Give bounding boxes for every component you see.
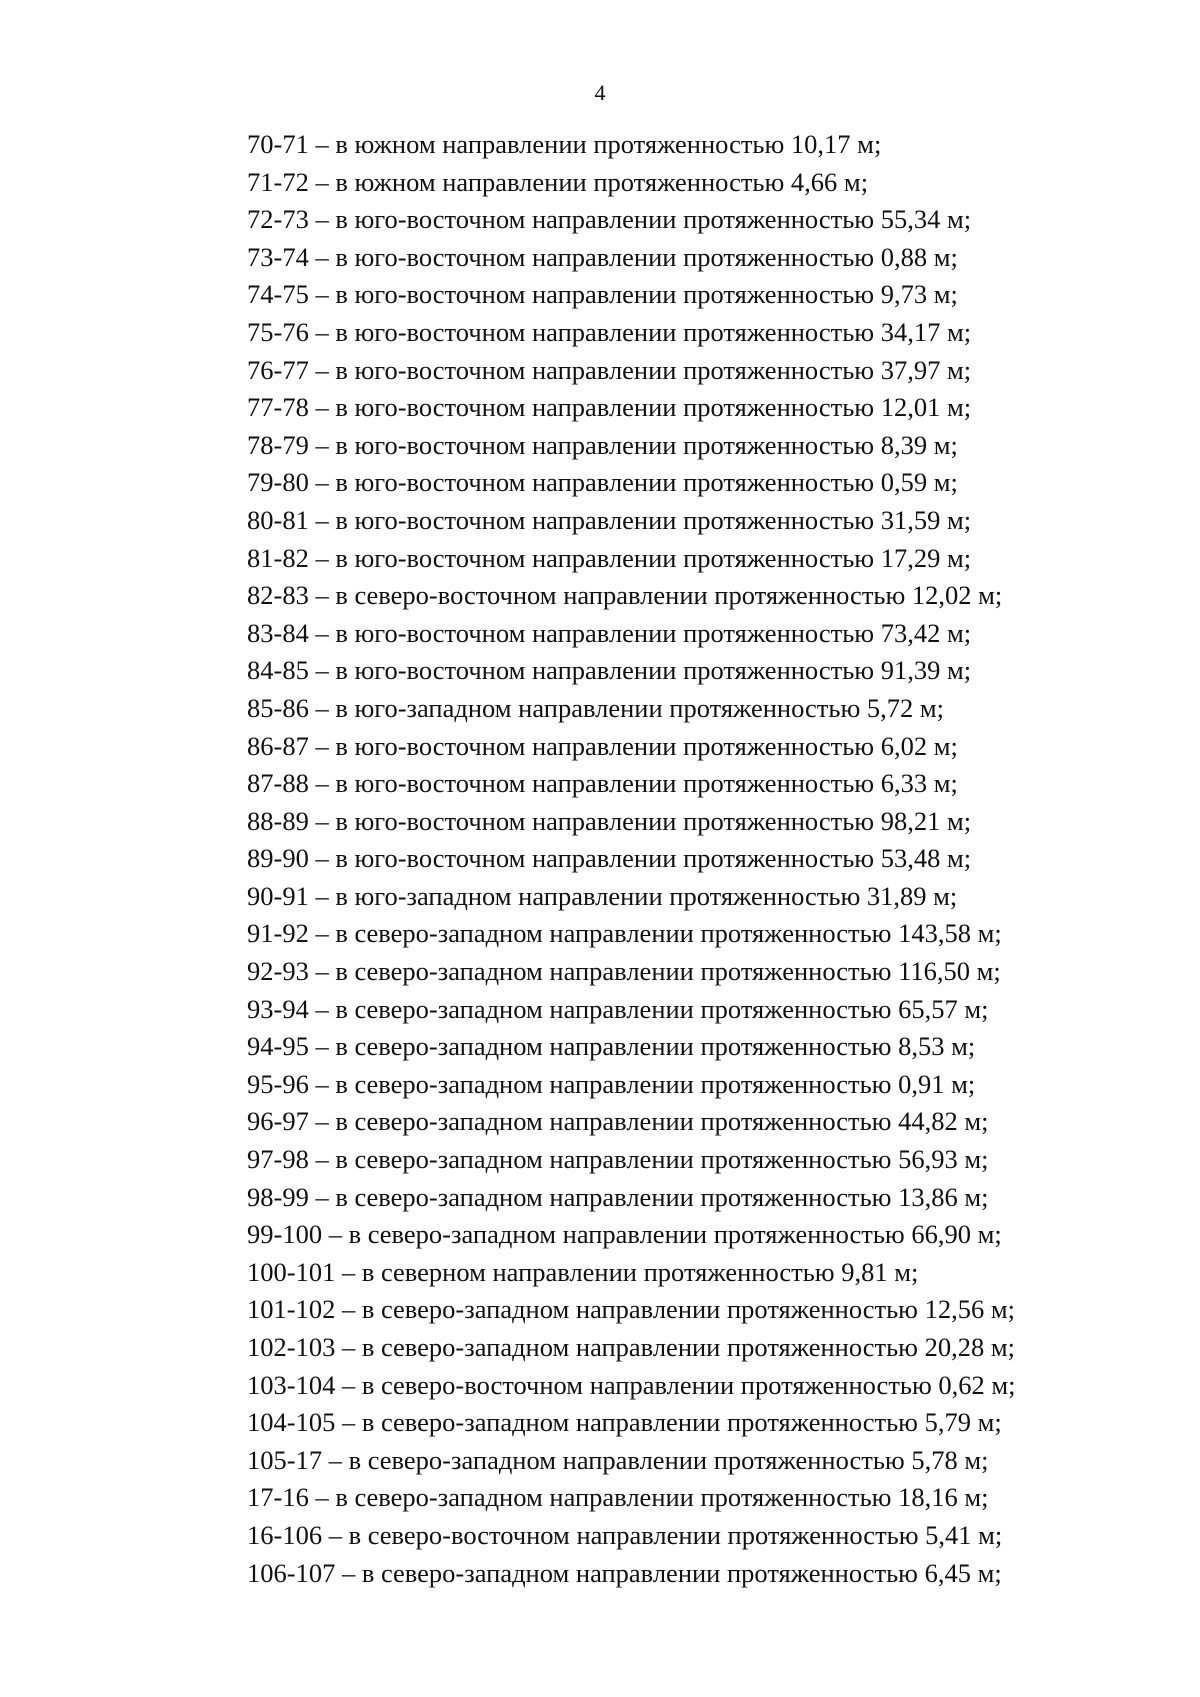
boundary-segment-line: 79-80 – в юго-восточном направлении протяженностью 0,59 м;: [247, 467, 958, 498]
boundary-segment-line: 103-104 – в северо-восточном направлении протяженностью 0,62 м;: [247, 1369, 1016, 1400]
boundary-segment-line: 98-99 – в северо-западном направлении протяженностью 13,86 м;: [247, 1181, 989, 1212]
boundary-segment-line: 100-101 – в северном направлении протяженностью 9,81 м;: [247, 1256, 919, 1287]
boundary-segment-line: 97-98 – в северо-западном направлении протяженностью 56,93 м;: [247, 1144, 989, 1175]
boundary-segment-line: 92-93 – в северо-западном направлении протяженностью 116,50 м;: [247, 956, 1001, 987]
boundary-segment-line: 101-102 – в северо-западном направлении протяженностью 12,56 м;: [247, 1294, 1015, 1325]
boundary-segment-line: 72-73 – в юго-восточном направлении протяженностью 55,34 м;: [247, 204, 972, 235]
boundary-segment-line: 96-97 – в северо-западном направлении протяженностью 44,82 м;: [247, 1106, 989, 1137]
boundary-segment-line: 105-17 – в северо-западном направлении протяженностью 5,78 м;: [247, 1444, 989, 1475]
boundary-segment-line: 77-78 – в юго-восточном направлении протяженностью 12,01 м;: [247, 392, 972, 423]
boundary-segment-line: 90-91 – в юго-западном направлении протяженностью 31,89 м;: [247, 880, 958, 911]
boundary-segment-line: 104-105 – в северо-западном направлении протяженностью 5,79 м;: [247, 1407, 1002, 1438]
boundary-segment-line: 84-85 – в юго-восточном направлении протяженностью 91,39 м;: [247, 655, 972, 686]
boundary-segment-line: 87-88 – в юго-восточном направлении протяженностью 6,33 м;: [247, 768, 958, 799]
boundary-segment-line: 91-92 – в северо-западном направлении протяженностью 143,58 м;: [247, 918, 1002, 949]
boundary-segment-line: 75-76 – в юго-восточном направлении протяженностью 34,17 м;: [247, 316, 972, 347]
boundary-segment-line: 78-79 – в юго-восточном направлении протяженностью 8,39 м;: [247, 429, 958, 460]
boundary-segment-line: 16-106 – в северо-восточном направлении протяженностью 5,41 м;: [247, 1519, 1003, 1550]
boundary-segment-line: 71-72 – в южном направлении протяженностью 4,66 м;: [247, 166, 869, 197]
boundary-segment-line: 93-94 – в северо-западном направлении протяженностью 65,57 м;: [247, 993, 989, 1024]
boundary-segment-line: 89-90 – в юго-восточном направлении протяженностью 53,48 м;: [247, 843, 972, 874]
boundary-segment-line: 88-89 – в юго-восточном направлении протяженностью 98,21 м;: [247, 805, 972, 836]
boundary-segment-line: 83-84 – в юго-восточном направлении протяженностью 73,42 м;: [247, 617, 972, 648]
boundary-segment-line: 82-83 – в северо-восточном направлении протяженностью 12,02 м;: [247, 580, 1003, 611]
boundary-segment-line: 70-71 – в южном направлении протяженностью 10,17 м;: [247, 129, 882, 159]
boundary-segment-line: 102-103 – в северо-западном направлении протяженностью 20,28 м;: [247, 1332, 1015, 1362]
boundary-segment-line: 95-96 – в северо-западном направлении протяженностью 0,91 м;: [247, 1068, 976, 1099]
boundary-segment-line: 81-82 – в юго-восточном направлении протяженностью 17,29 м;: [247, 542, 972, 573]
boundary-segment-line: 85-86 – в юго-западном направлении протяженностью 5,72 м;: [247, 692, 945, 723]
boundary-segment-line: 94-95 – в северо-западном направлении протяженностью 8,53 м;: [247, 1031, 976, 1062]
boundary-segment-line: 17-16 – в северо-западном направлении протяженностью 18,16 м;: [247, 1482, 989, 1513]
page-number: 4: [594, 80, 606, 105]
boundary-segment-line: 80-81 – в юго-восточном направлении протяженностью 31,59 м;: [247, 504, 972, 535]
boundary-segment-list: [247, 126, 1147, 1592]
boundary-segment-line: 73-74 – в юго-восточном направлении протяженностью 0,88 м;: [247, 241, 958, 272]
boundary-segment-line: 106-107 – в северо-западном направлении протяженностью 6,45 м;: [247, 1557, 1002, 1588]
boundary-segment-line: 99-100 – в северо-западном направлении протяженностью 66,90 м;: [247, 1219, 1002, 1250]
boundary-segment-line: 86-87 – в юго-восточном направлении протяженностью 6,02 м;: [247, 730, 958, 761]
boundary-segment-line: 74-75 – в юго-восточном направлении протяженностью 9,73 м;: [247, 279, 958, 310]
boundary-segment-line: 76-77 – в юго-восточном направлении протяженностью 37,97 м;: [247, 354, 972, 385]
